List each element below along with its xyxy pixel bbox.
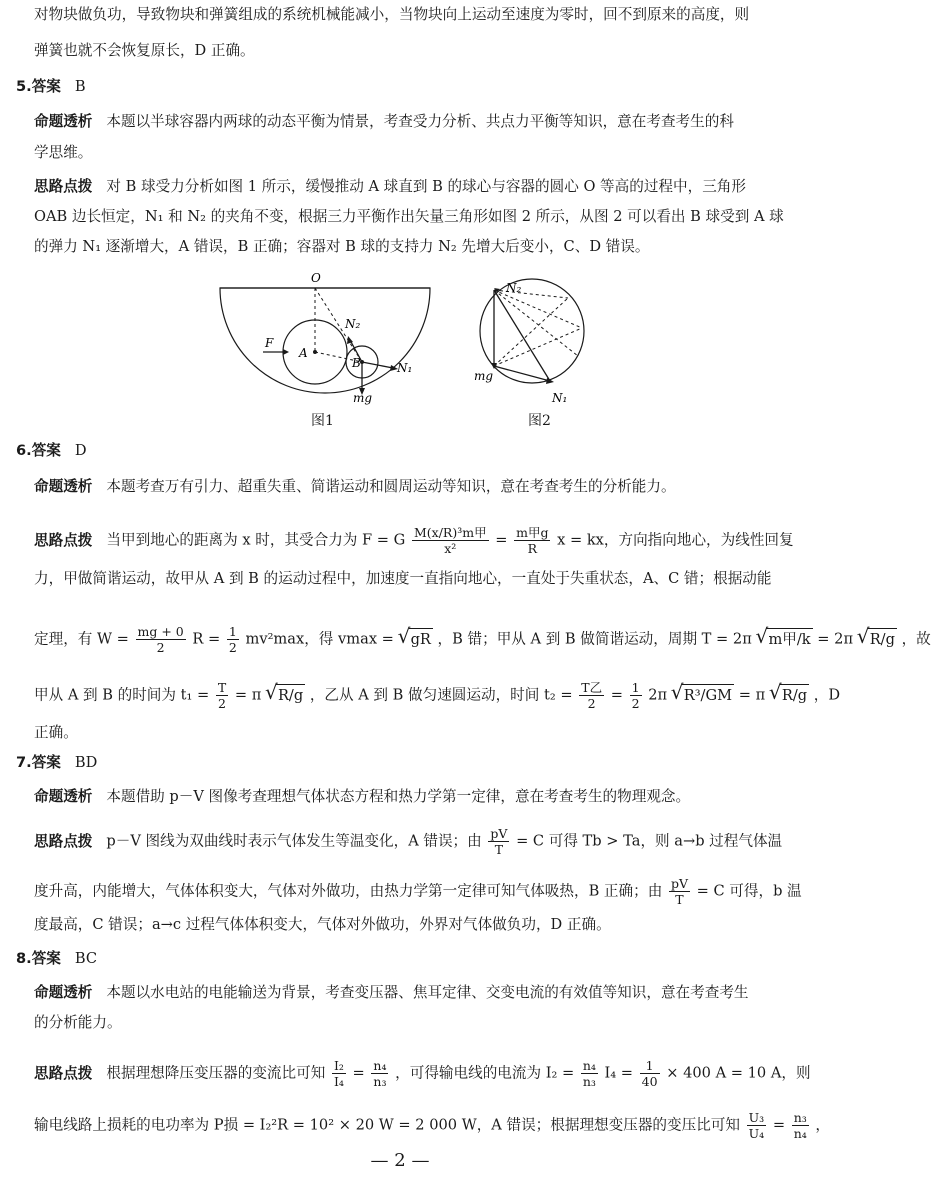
q8-h1f4-num: 1 bbox=[640, 1058, 660, 1074]
q8-answer: BC bbox=[74, 950, 98, 967]
q7-header bbox=[16, 752, 97, 774]
q6-h1c: x = kx，方向指向地心，为线性回复 bbox=[557, 531, 794, 549]
q6-h4a: 甲从 A 到 B 的时间为 t₁ = bbox=[34, 686, 210, 704]
fig1-label-a: A bbox=[299, 346, 308, 360]
q6-period-sqrt-2: √ R/g bbox=[868, 628, 897, 651]
q6-h4b: = π bbox=[234, 686, 262, 704]
q6-t1-fraction bbox=[216, 680, 228, 711]
q6-hint-label: 思路点拨 bbox=[34, 531, 93, 549]
q6-h4-half-num: 1 bbox=[631, 680, 640, 695]
q8-h2f2-den: n₄ bbox=[793, 1126, 807, 1141]
q6-t2-half bbox=[630, 680, 642, 711]
q7-intent-text: 本题借助 p－V 图像考查理想气体状态方程和热力学第一定律，意在考查考生的物理观念。 bbox=[106, 788, 691, 805]
q7-answer: BD bbox=[74, 754, 98, 771]
q7-h2-den: T bbox=[675, 892, 684, 907]
fig2-label-n1: N₁ bbox=[552, 391, 568, 405]
q6-h3b: R = bbox=[192, 630, 221, 648]
q6-answer-label: 答案 bbox=[31, 442, 61, 459]
top-line-1: 对物块做负功，导致物块和弹簧组成的系统机械能减小，当物块向上运动至速度为零时，回不到原来的高度，则 bbox=[34, 6, 750, 23]
q6-hint-line-4 bbox=[34, 680, 840, 711]
q6-number: 6. bbox=[16, 442, 32, 459]
fig1-label-b: B bbox=[352, 356, 361, 370]
q5-hint-label: 思路点拨 bbox=[34, 178, 93, 195]
q8-h2c: ， bbox=[815, 1116, 830, 1134]
q8-h1f3-den: n₃ bbox=[582, 1074, 596, 1089]
q8-h2f2-num: n₃ bbox=[793, 1110, 807, 1125]
q6-h4f2-num: T乙 bbox=[581, 680, 603, 695]
q6-h1f2-num: m甲g bbox=[516, 525, 549, 540]
q7-pvt-fraction-2 bbox=[669, 876, 690, 907]
q6-h3c: mv²max，得 vmax = bbox=[245, 630, 394, 648]
q8-header bbox=[16, 948, 97, 970]
q8-h1f2-den: n₃ bbox=[373, 1074, 387, 1089]
q6-intent-label: 命题透析 bbox=[34, 478, 93, 495]
q6-h3d: ，B 错；甲从 A 到 B 做简谐运动，周期 T = 2π bbox=[437, 630, 752, 648]
q5-intent-text-2: 学思维。 bbox=[34, 144, 93, 161]
q6-h4f2-den: 2 bbox=[587, 696, 596, 711]
q5-number: 5. bbox=[16, 78, 32, 95]
q6-h1f2-den: R bbox=[527, 541, 537, 556]
q8-h1b: = bbox=[352, 1064, 365, 1082]
q8-turns-ratio-3 bbox=[792, 1110, 809, 1141]
q8-intent-label: 命题透析 bbox=[34, 984, 93, 1001]
q8-h1f4-den: 40 bbox=[641, 1074, 658, 1089]
fig1-label-n2: N₂ bbox=[345, 317, 361, 331]
q8-hint-line-1 bbox=[34, 1058, 811, 1089]
q6-work-fraction bbox=[136, 624, 186, 655]
q5-hint bbox=[34, 176, 746, 198]
q6-h1-den: x² bbox=[444, 541, 457, 556]
q7-intent bbox=[34, 786, 690, 808]
q8-hint-line-2 bbox=[34, 1110, 830, 1141]
q6-h4c: ，乙从 A 到 B 做匀速圆运动，时间 t₂ = bbox=[309, 686, 573, 704]
q6-k-fraction bbox=[514, 525, 550, 556]
q7-hint-line-2 bbox=[34, 876, 802, 907]
q8-intent bbox=[34, 982, 749, 1004]
q6-intent bbox=[34, 476, 676, 498]
fig1-label-o: O bbox=[311, 271, 321, 285]
q6-answer: D bbox=[74, 442, 87, 459]
q6-h3-half-num: 1 bbox=[228, 624, 237, 639]
q8-h1a: 根据理想降压变压器的变流比可知 bbox=[106, 1064, 326, 1082]
q6-h1b: = bbox=[495, 531, 508, 549]
q6-t2-fraction bbox=[579, 680, 604, 711]
q6-t2-sqrt-2: √ R/g bbox=[780, 684, 809, 707]
fig2-label-n2: N₂ bbox=[506, 281, 522, 295]
page-number: — 2 — bbox=[370, 1150, 430, 1171]
q6-h4-half-den: 2 bbox=[631, 696, 640, 711]
q7-intent-label: 命题透析 bbox=[34, 788, 93, 805]
q8-number: 8. bbox=[16, 950, 32, 967]
q7-h1-num: pV bbox=[490, 826, 508, 841]
q6-h3f: ，故 bbox=[901, 630, 931, 648]
q6-hint-line-5: 正确。 bbox=[34, 724, 78, 741]
q5-hint-text-2: OAB 边长恒定，N₁ 和 N₂ 的夹角不变，根据三力平衡作出矢量三角形如图 2 所示，从图 2 可以看出 B 球受到 A 球 bbox=[34, 208, 784, 225]
q6-t1-sqrt: √ R/g bbox=[276, 684, 305, 707]
q8-voltage-ratio bbox=[747, 1110, 767, 1141]
q7-h1-den: T bbox=[494, 842, 504, 857]
q8-h1c: ，可得输电线的电流为 I₂ = bbox=[395, 1064, 575, 1082]
q6-h1-num: M(x/R)³m甲 bbox=[413, 525, 487, 540]
q7-hint-label: 思路点拨 bbox=[34, 832, 93, 850]
q5-answer: B bbox=[74, 78, 86, 95]
q5-intent-label: 命题透析 bbox=[34, 113, 93, 130]
q6-hint-line-1 bbox=[34, 525, 794, 556]
q8-current-ratio bbox=[332, 1058, 346, 1089]
q6-h4d: = bbox=[610, 686, 623, 704]
fig1-label-f: F bbox=[265, 336, 274, 350]
q5-intent bbox=[34, 111, 734, 133]
q8-answer-label: 答案 bbox=[31, 950, 61, 967]
q6-h4g: ，D bbox=[813, 686, 841, 704]
q7-number: 7. bbox=[16, 754, 32, 771]
q7-hint-line-3: 度最高，C 错误；a→c 过程气体体积变大，气体对外做功，外界对气体做负功，D 正确。 bbox=[34, 916, 611, 933]
q5-intent-text-1: 本题以半球容器内两球的动态平衡为情景，考查受力分析、共点力平衡等知识，意在考查考生的科 bbox=[106, 113, 734, 130]
q8-h1f2-num: n₄ bbox=[373, 1058, 387, 1073]
q6-h4f: = π bbox=[738, 686, 766, 704]
q6-h3-half-den: 2 bbox=[228, 640, 237, 655]
top-line-2: 弹簧也就不会恢复原长，D 正确。 bbox=[34, 42, 255, 59]
q8-hint-label: 思路点拨 bbox=[34, 1064, 93, 1082]
q8-h1-num: I₂ bbox=[333, 1058, 344, 1073]
q6-period-sqrt: √ m甲/k bbox=[766, 628, 812, 651]
figure-1-hemisphere bbox=[215, 268, 435, 408]
q6-t2-sqrt: √ R³/GM bbox=[682, 684, 734, 707]
q8-h1f3-num: n₄ bbox=[582, 1058, 596, 1073]
q6-header bbox=[16, 440, 87, 462]
q8-intent-text-1: 本题以水电站的电能输送为背景，考查变压器、焦耳定律、交变电流的有效值等知识，意在考查考生 bbox=[106, 984, 749, 1001]
q5-answer-label: 答案 bbox=[31, 78, 61, 95]
q8-h2a: 输电线路上损耗的电功率为 P损 = I₂²R = 10² × 20 W = 2 000 W，A 错误；根据理想变压器的变压比可知 bbox=[34, 1116, 740, 1134]
q8-h1e: × 400 A = 10 A，则 bbox=[666, 1064, 811, 1082]
q6-h3e: = 2π bbox=[817, 630, 854, 648]
q7-h2b: = C 可得，b 温 bbox=[696, 882, 802, 900]
q8-turns-ratio bbox=[371, 1058, 388, 1089]
q6-half-fraction bbox=[227, 624, 239, 655]
q8-h2-den: U₄ bbox=[748, 1126, 765, 1141]
q8-h2b: = bbox=[772, 1116, 786, 1134]
q7-h1b: = C 可得 Tb > Ta，则 a→b 过程气体温 bbox=[516, 832, 783, 850]
q7-hint-line-1 bbox=[34, 826, 782, 857]
q7-pvt-fraction bbox=[488, 826, 509, 857]
q8-h1-den: I₄ bbox=[333, 1074, 344, 1089]
q6-hint-line-3 bbox=[34, 624, 931, 655]
q6-h3-num: mg + 0 bbox=[137, 624, 184, 639]
fig1-label-mg: mg bbox=[353, 391, 373, 405]
q8-h1d: I₄ = bbox=[604, 1064, 634, 1082]
q6-h4-num: T bbox=[217, 680, 227, 695]
figure-2-caption: 图2 bbox=[528, 413, 551, 429]
q6-h4-den: 2 bbox=[218, 696, 226, 711]
q8-one-fortieth bbox=[640, 1058, 660, 1089]
q6-h1a: 当甲到地心的距离为 x 时，其受合力为 F = G bbox=[106, 531, 406, 549]
fig2-label-mg: mg bbox=[474, 369, 494, 383]
q8-intent-text-2: 的分析能力。 bbox=[34, 1014, 122, 1031]
q5-header bbox=[16, 76, 86, 98]
q6-h4e: 2π bbox=[648, 686, 668, 704]
q5-hint-text-1: 对 B 球受力分析如图 1 所示，缓慢推动 A 球直到 B 的球心与容器的圆心 O 等高的过程中，三角形 bbox=[106, 178, 746, 195]
q6-hint-line-2: 力，甲做简谐运动，故甲从 A 到 B 的运动过程中，加速度一直指向地心，一直处于失重状态，A、C 错；根据动能 bbox=[34, 570, 772, 587]
q7-h2-num: pV bbox=[670, 876, 688, 891]
figure-2-vector-triangle bbox=[470, 268, 600, 408]
q5-hint-text-3: 的弹力 N₁ 逐渐增大，A 错误，B 正确；容器对 B 球的支持力 N₂ 先增大后变小，C、D 错误。 bbox=[34, 238, 650, 255]
q7-answer-label: 答案 bbox=[31, 754, 61, 771]
q7-h2a: 度升高，内能增大，气体体积变大，气体对外做功，由热力学第一定律可知气体吸热，B 正确；由 bbox=[34, 882, 663, 900]
q6-h3a: 定理，有 W = bbox=[34, 630, 129, 648]
q6-gravity-fraction bbox=[412, 525, 489, 556]
q8-turns-ratio-2 bbox=[581, 1058, 598, 1089]
figure-1-caption: 图1 bbox=[311, 413, 334, 429]
q8-h2-num: U₃ bbox=[748, 1110, 765, 1125]
q6-intent-text: 本题考查万有引力、超重失重、简谐运动和圆周运动等知识，意在考查考生的分析能力。 bbox=[106, 478, 676, 495]
q6-h3-den: 2 bbox=[156, 640, 165, 655]
fig1-label-n1: N₁ bbox=[397, 361, 413, 375]
q6-vmax-sqrt: √ gR bbox=[409, 628, 433, 651]
q7-h1a: p－V 图线为双曲线时表示气体发生等温变化，A 错误；由 bbox=[106, 832, 482, 850]
